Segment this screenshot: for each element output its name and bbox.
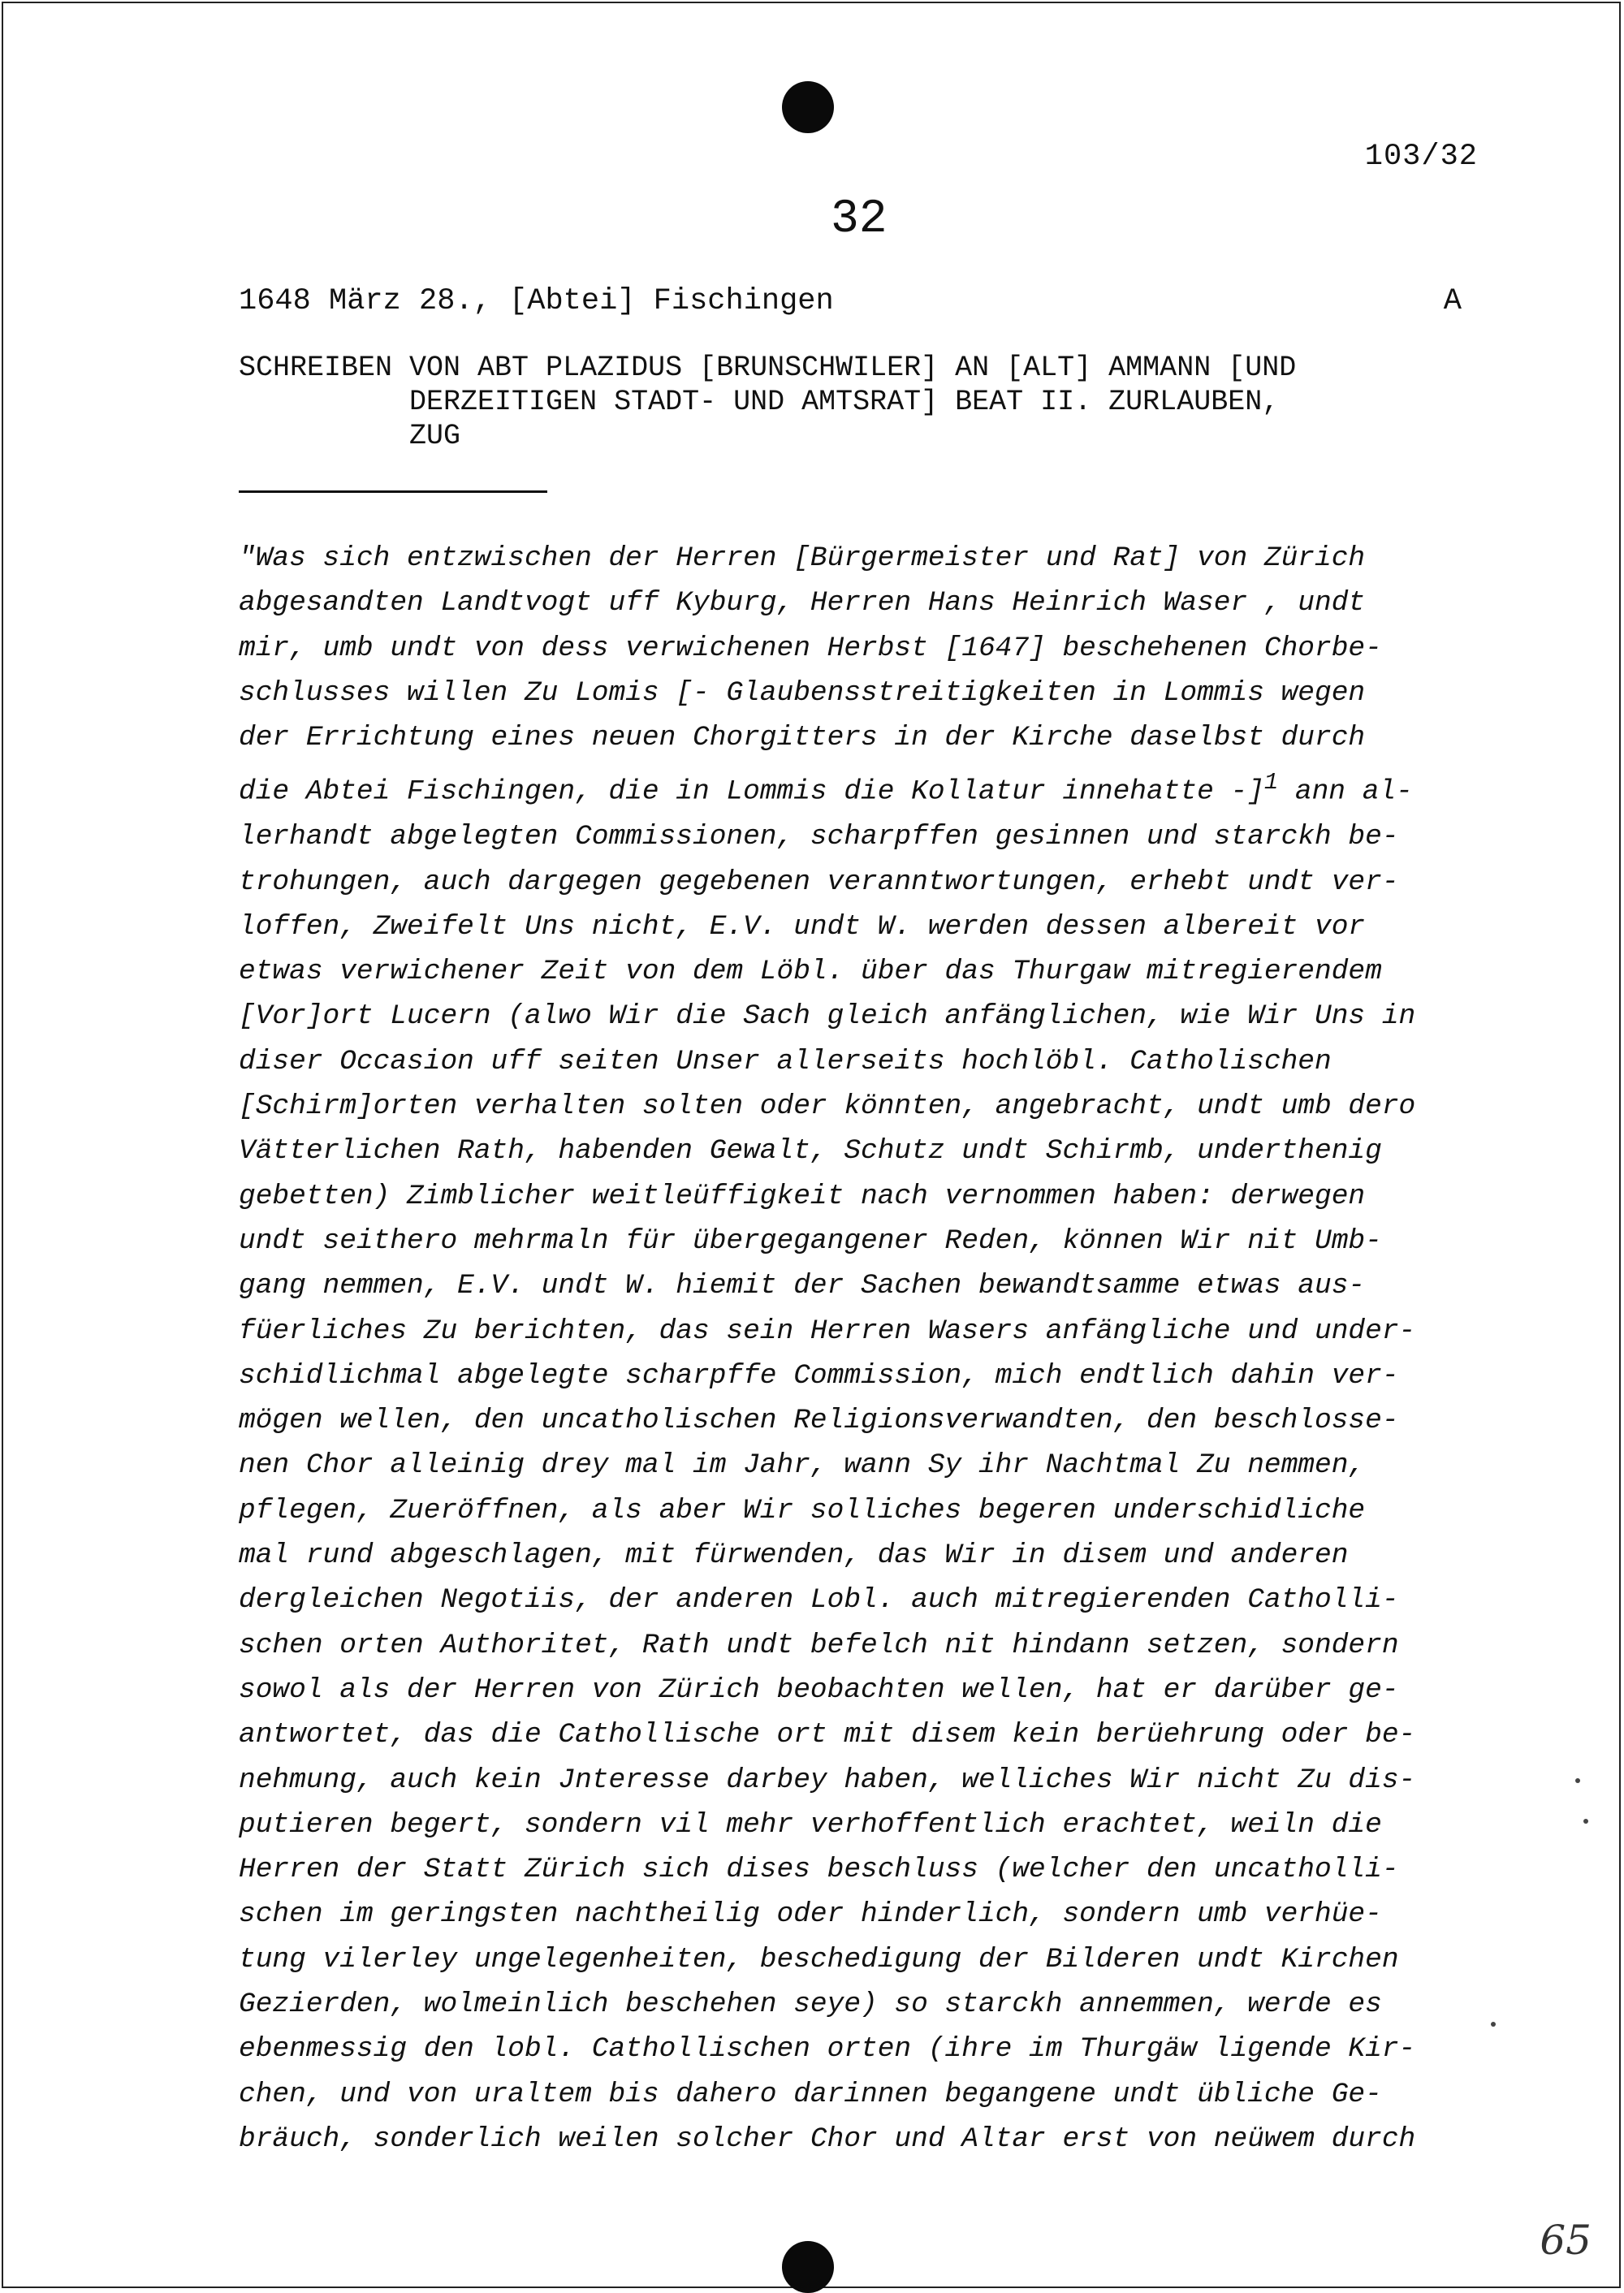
body-line: sowol als der Herren von Zürich beobachten wellen, hat er darüber ge-: [239, 1673, 1399, 1706]
body-line: diser Occasion uff seiten Unser allerseits hochlöbl. Catholischen: [239, 1045, 1332, 1077]
body-line: Herren der Statt Zürich sich dises beschluss (welcher den uncatholli-: [239, 1854, 1399, 1886]
archive-number: 103/32: [1364, 140, 1478, 174]
body-line: dergleichen Negotiis, der anderen Lobl. auch mitregierenden Catholli-: [239, 1584, 1399, 1617]
body-line: [Vor]ort Lucern (alwo Wir die Sach gleich anfänglichen, wie Wir Uns in: [239, 1000, 1416, 1033]
scan-speck: [1575, 1778, 1580, 1783]
heading-line-2: DERZEITIGEN STADT- UND AMTSRAT] BEAT II. ZURLAUBEN,: [239, 386, 1280, 418]
document-heading: [239, 351, 1489, 453]
body-line: antwortet, das die Cathollische ort mit disem kein berüehrung oder be-: [239, 1719, 1416, 1751]
body-line: lerhandt abgelegten Commissionen, scharpffen gesinnen und starckh be-: [239, 821, 1399, 853]
body-line: Vätterlichen Rath, habenden Gewalt, Schutz undt Schirmb, underthenig: [239, 1135, 1382, 1168]
body-line: putieren begert, sondern vil mehr verhoffentlich erachtet, weiln die: [239, 1808, 1382, 1841]
handwritten-page-mark: 65: [1540, 2217, 1592, 2264]
date-place: 1648 März 28., [Abtei] Fischingen: [239, 284, 834, 318]
document-header: [239, 284, 1462, 318]
body-line: gang nemmen, E.V. undt W. hiemit der Sachen bewandtsamme etwas aus-: [239, 1270, 1366, 1302]
body-line: gebetten) Zimblicher weitleüffigkeit nach vernommen haben: derwegen: [239, 1180, 1366, 1212]
body-line: undt seithero mehrmaln für übergegangener Reden, können Wir nit Umb-: [239, 1224, 1382, 1257]
body-line: schen im geringsten nachtheilig oder hinderlich, sondern umb verhüe-: [239, 1898, 1382, 1931]
body-line: Gezierden, wolmeinlich beschehen seye) so starckh annemmen, werde es: [239, 1989, 1382, 2020]
body-line: trohungen, auch dargegen gegebenen veranntwortungen, erhebt undt ver-: [239, 866, 1399, 898]
body-line: schidlichmal abgelegte scharpffe Commission, mich endtlich dahin ver-: [239, 1359, 1399, 1392]
body-line: ebenmessig den lobl. Cathollischen orten (ihre im Thurgäw ligende Kir-: [239, 2033, 1416, 2066]
scan-speck: [1491, 2022, 1496, 2027]
body-line: etwas verwichener Zeit von dem Löbl. über das Thurgaw mitregierendem: [239, 956, 1382, 988]
body-line: abgesandten Landtvogt uff Kyburg, Herren Hans Heinrich Waser , undt: [239, 587, 1366, 620]
body-line: mir, umb undt von dess verwichenen Herbst [1647] beschehenen Chorbe-: [239, 632, 1382, 664]
punch-hole-top: [782, 81, 834, 133]
body-line-tail: ann al-: [1278, 775, 1413, 808]
heading-line-3: ZUG: [239, 420, 461, 452]
footnote-marker: 1: [1263, 769, 1279, 797]
body-line-with-footnote: [239, 760, 1489, 814]
heading-line-1: SCHREIBEN VON ABT PLAZIDUS [BRUNSCHWILER] AN [ALT] AMMANN [UND: [239, 352, 1297, 384]
transcription-body: [239, 536, 1489, 2161]
heading-divider: [239, 490, 547, 493]
body-line-text: die Abtei Fischingen, die in Lommis die Kollatur innehatte -]: [239, 775, 1264, 808]
scan-speck: [1583, 1819, 1588, 1824]
body-line: schlusses willen Zu Lomis [- Glaubensstreitigkeiten in Lommis wegen: [239, 676, 1366, 709]
body-line: [Schirm]orten verhalten solten oder könnten, angebracht, undt umb dero: [239, 1090, 1416, 1123]
body-line: loffen, Zweifelt Uns nicht, E.V. undt W. werden dessen albereit vor: [239, 910, 1366, 943]
body-line: chen, und von uraltem bis dahero darinnen begangene undt übliche Ge-: [239, 2078, 1382, 2110]
document-number: 32: [831, 193, 888, 246]
body-line: tung vilerley ungelegenheiten, beschedigung der Bilderen undt Kirchen: [239, 1943, 1399, 1976]
body-line: bräuch, sonderlich weilen solcher Chor und Altar erst von neüwem durch: [239, 2122, 1416, 2155]
type-code: A: [1443, 284, 1462, 318]
body-line: nehmung, auch kein Jnteresse darbey haben, welliches Wir nicht Zu dis-: [239, 1764, 1416, 1796]
body-line: nen Chor alleinig drey mal im Jahr, wann Sy ihr Nachtmal Zu nemmen,: [239, 1449, 1366, 1482]
body-line: schen orten Authoritet, Rath undt befelch nit hindann setzen, sondern: [239, 1629, 1399, 1661]
body-line: "Was sich entzwischen der Herren [Bürgermeister und Rat] von Zürich: [239, 542, 1366, 574]
body-line: der Errichtung eines neuen Chorgitters in der Kirche daselbst durch: [239, 722, 1366, 754]
body-line: mögen wellen, den uncatholischen Religionsverwandten, den beschlosse-: [239, 1405, 1399, 1437]
body-line: mal rund abgeschlagen, mit fürwenden, das Wir in disem und anderen: [239, 1539, 1349, 1572]
punch-hole-bottom: [782, 2241, 834, 2293]
body-line: pflegen, Zueröffnen, als aber Wir solliches begeren underschidliche: [239, 1494, 1366, 1527]
body-line: füerliches Zu berichten, das sein Herren Wasers anfängliche und under-: [239, 1315, 1416, 1347]
